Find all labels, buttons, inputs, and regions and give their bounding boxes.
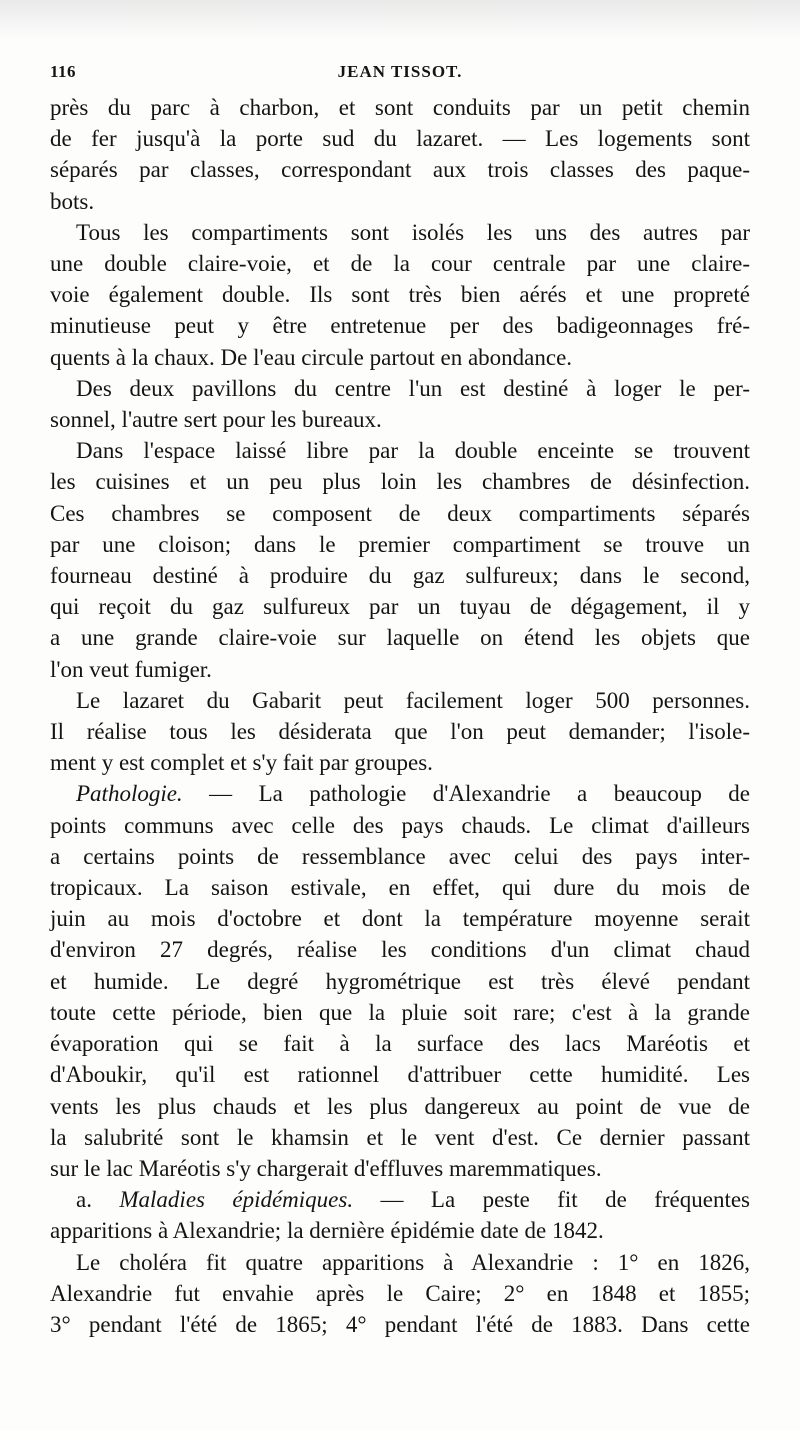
text-line: sonnel, l'autre sert pour les bureaux. bbox=[50, 407, 382, 433]
text-line: près du parc à charbon, et sont conduits par un petit chemin bbox=[50, 95, 750, 120]
text-line: apparitions à Alexandrie; la dernière épidémie date de 1842. bbox=[50, 1218, 604, 1244]
text-line: 3° pendant l'été de 1865; 4° pendant l'été de 1883. Dans cette bbox=[50, 1311, 750, 1337]
text-line: juin au mois d'octobre et dont la température moyenne serait bbox=[50, 906, 750, 932]
page-header bbox=[50, 62, 750, 86]
text-line: par une cloison; dans le premier compartiment se trouve un bbox=[50, 531, 750, 557]
text-line: qui reçoit du gaz sulfureux par un tuyau de dégagement, il y bbox=[50, 594, 750, 620]
section-heading: Maladies épidémiques. bbox=[119, 1187, 354, 1213]
text-line: Il réalise tous les désiderata que l'on peut demander; l'isole- bbox=[50, 719, 750, 745]
text-line: de fer jusqu'à la porte sud du lazaret. — Les logements sont bbox=[50, 126, 750, 152]
text-line: voie également double. Ils sont très bien aérés et une propreté bbox=[50, 282, 750, 308]
paragraph bbox=[50, 778, 750, 1184]
text-line: ment y est complet et s'y fait par groupes. bbox=[50, 750, 433, 776]
text-line: quents à la chaux. De l'eau circule partout en abondance. bbox=[50, 344, 573, 370]
text-line bbox=[50, 778, 750, 809]
text-line: a une grande claire-voie sur laquelle on étend les objets que bbox=[50, 625, 750, 651]
text-line: Le lazaret du Gabarit peut facilement loger 500 personnes. bbox=[76, 687, 750, 713]
list-marker: a. bbox=[76, 1187, 120, 1213]
paragraph bbox=[50, 435, 750, 685]
text-line: d'Aboukir, qu'il est rationnel d'attribuer cette humidité. Les bbox=[50, 1062, 750, 1088]
text-line: évaporation qui se fait à la surface des lacs Maréotis et bbox=[50, 1031, 750, 1057]
text-line: Tous les compartiments sont isolés les uns des autres par bbox=[76, 219, 750, 245]
text-line: points communs avec celle des pays chauds. Le climat d'ailleurs bbox=[50, 812, 750, 838]
text-line: fourneau destiné à produire du gaz sulfureux; dans le second, bbox=[50, 563, 750, 589]
text-line: toute cette période, bien que la pluie soit rare; c'est à la grande bbox=[50, 999, 750, 1025]
text-line: Des deux pavillons du centre l'un est destiné à loger le per- bbox=[76, 375, 750, 401]
section-heading: Pathologie. bbox=[76, 781, 183, 807]
text-line: Ces chambres se composent de deux compartiments séparés bbox=[50, 500, 750, 526]
page-top-shadow bbox=[0, 0, 800, 40]
page-number: 116 bbox=[50, 62, 77, 81]
text-line bbox=[50, 1184, 750, 1215]
paragraph bbox=[50, 373, 750, 435]
text-fragment: — La pathologie d'Alexandrie a beaucoup de bbox=[182, 781, 750, 807]
paragraph bbox=[50, 1184, 750, 1246]
text-line: la salubrité sont le khamsin et le vent d'est. Ce dernier passant bbox=[50, 1124, 750, 1150]
text-line: minutieuse peut y être entretenue per des badigeonnages fré- bbox=[50, 313, 750, 339]
text-line: bots. bbox=[50, 188, 95, 214]
text-line: l'on veut fumiger. bbox=[50, 656, 212, 682]
text-line: et humide. Le degré hygrométrique est très élevé pendant bbox=[50, 968, 750, 994]
text-line: les cuisines et un peu plus loin les chambres de désinfection. bbox=[50, 469, 750, 495]
text-line: d'environ 27 degrés, réalise les conditions d'un climat chaud bbox=[50, 937, 750, 963]
paragraph bbox=[50, 685, 750, 779]
text-line: vents les plus chauds et les plus dangereux au point de vue de bbox=[50, 1093, 750, 1119]
text-fragment: — La peste fit de fréquentes bbox=[353, 1187, 750, 1213]
text-line: a certains points de ressemblance avec celui des pays inter- bbox=[50, 843, 750, 869]
paragraph bbox=[50, 1247, 750, 1341]
body-text bbox=[50, 92, 750, 1340]
text-line: Dans l'espace laissé libre par la double enceinte se trouvent bbox=[76, 438, 750, 464]
text-line: tropicaux. La saison estivale, en effet, qui dure du mois de bbox=[50, 875, 750, 901]
paragraph bbox=[50, 217, 750, 373]
running-title: JEAN TISSOT. bbox=[337, 62, 463, 81]
paragraph bbox=[50, 92, 750, 217]
text-line: sur le lac Maréotis s'y chargerait d'effluves maremmatiques. bbox=[50, 1155, 602, 1181]
text-line: une double claire-voie, et de la cour centrale par une claire- bbox=[50, 251, 750, 277]
text-line: Alexandrie fut envahie après le Caire; 2° en 1848 et 1855; bbox=[50, 1280, 750, 1306]
text-line: Le choléra fit quatre apparitions à Alexandrie : 1° en 1826, bbox=[76, 1249, 750, 1275]
text-line: séparés par classes, correspondant aux trois classes des paque- bbox=[50, 157, 750, 183]
